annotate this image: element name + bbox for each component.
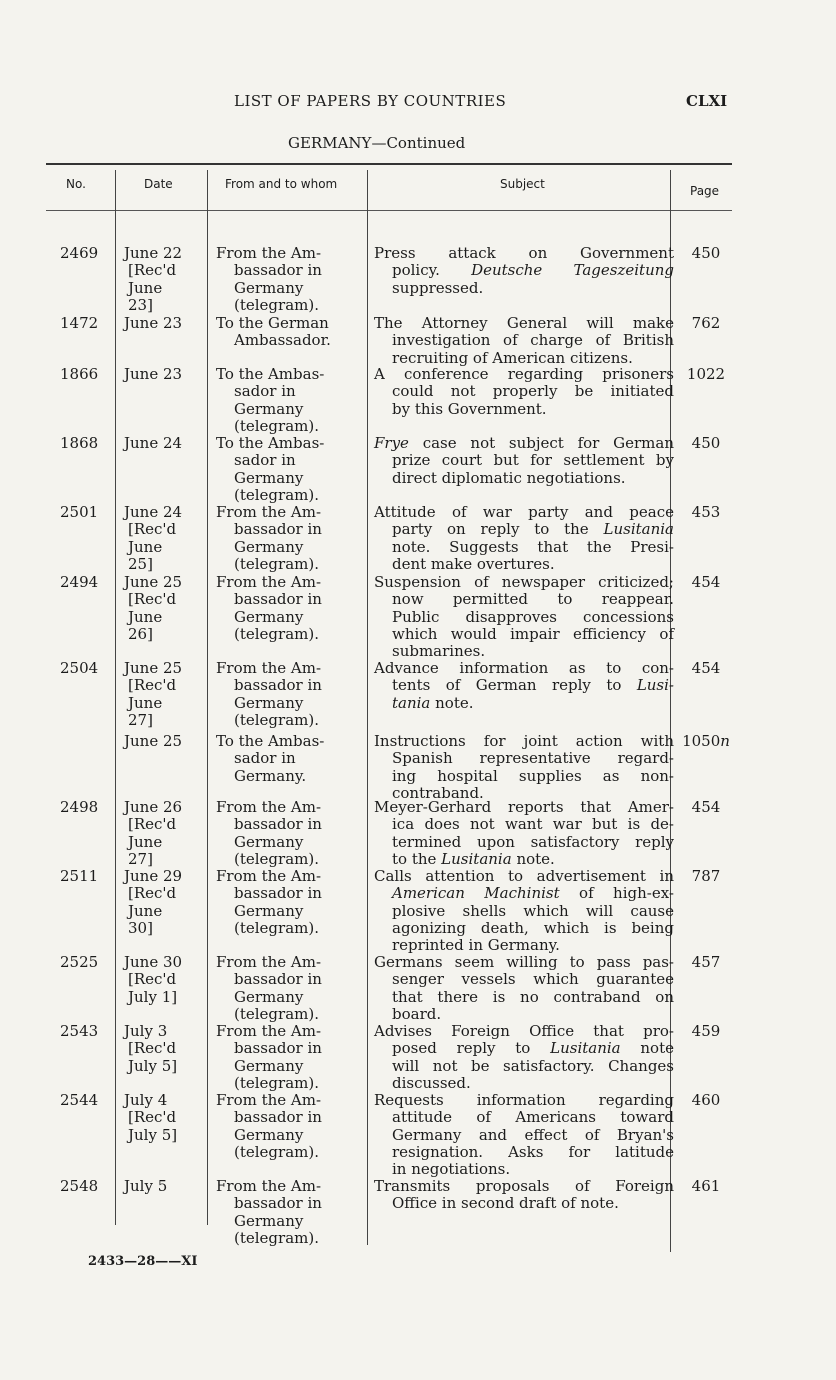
- from-line: From the Am-: [216, 659, 322, 677]
- date-line: June: [128, 832, 163, 851]
- from-line: (telegram).: [234, 295, 319, 314]
- page-reference: 454: [691, 798, 721, 816]
- from-line: From the Am-: [216, 1177, 322, 1195]
- date-line: June 25: [124, 659, 183, 677]
- paper-from-to: [216, 245, 366, 314]
- subject-line: by this Government.: [392, 399, 547, 418]
- from-line: From the Am-: [216, 244, 322, 262]
- subject-line: that there is no contraband on: [392, 987, 674, 1006]
- date-line: July 3: [124, 1022, 168, 1040]
- date-line: 26]: [128, 624, 153, 643]
- from-line: bassador in: [234, 884, 322, 903]
- subject-line: Attitude of war party and peace: [374, 503, 674, 521]
- date-line: June 22: [124, 244, 183, 262]
- from-line: Germany: [234, 1056, 304, 1075]
- from-line: Germany: [234, 278, 304, 297]
- paper-subject: [374, 868, 674, 954]
- paper-number: 2525: [60, 953, 99, 971]
- paper-number: 2544: [60, 1091, 99, 1109]
- from-line: Germany: [234, 1125, 304, 1144]
- subject-line: American Machinist of high-ex-: [392, 884, 674, 903]
- column-header-subject: Subject: [500, 177, 545, 191]
- subject-line: senger vessels which guarantee: [392, 970, 674, 989]
- date-line: 23]: [128, 295, 153, 314]
- subject-line: Calls attention to advertisement in: [374, 867, 674, 885]
- date-line: [Rec'd: [128, 1108, 177, 1127]
- paper-from-to: [216, 574, 366, 643]
- subject-line: will not be satisfactory. Changes: [392, 1056, 674, 1075]
- page-number: CLXI: [686, 92, 728, 110]
- date-line: June 25: [124, 732, 183, 750]
- date-line: July 5: [124, 1177, 168, 1195]
- date-line: [Rec'd: [128, 970, 177, 989]
- paper-date: [124, 799, 208, 868]
- date-line: 25]: [128, 554, 153, 573]
- date-line: 27]: [128, 849, 153, 868]
- paper-from-to: [216, 954, 366, 1023]
- page-reference: 450: [691, 244, 721, 262]
- from-line: (telegram).: [234, 1004, 319, 1023]
- paper-date: [124, 574, 208, 643]
- subject-line: ica does not want war but is de-: [392, 815, 674, 834]
- paper-number: 2469: [60, 244, 99, 262]
- from-line: Germany.: [234, 766, 307, 785]
- date-line: 30]: [128, 918, 153, 937]
- paper-from-to: [216, 315, 366, 350]
- page-reference: 457: [691, 953, 721, 971]
- subject-line: note. Suggests that the Presi-: [392, 537, 674, 556]
- page-reference: 460: [691, 1091, 721, 1109]
- from-line: From the Am-: [216, 1091, 322, 1109]
- page-reference: 450: [691, 434, 721, 452]
- paper-number: 2498: [60, 798, 99, 816]
- paper-date: [124, 1178, 208, 1195]
- subject-line: contraband.: [392, 783, 484, 802]
- date-line: June 23: [124, 365, 183, 383]
- paper-date: [124, 733, 208, 750]
- subject-line: suppressed.: [392, 278, 484, 297]
- paper-date: [124, 1023, 208, 1075]
- paper-subject: [374, 1178, 674, 1213]
- subject-line: Requests information regarding: [374, 1091, 674, 1109]
- date-line: June 24: [124, 503, 183, 521]
- paper-number: 2548: [60, 1177, 99, 1195]
- page-reference: 762: [691, 314, 721, 332]
- from-line: (telegram).: [234, 554, 319, 573]
- paper-subject: [374, 660, 674, 712]
- subject-line: resignation. Asks for latitude: [392, 1142, 674, 1161]
- date-line: June: [128, 693, 163, 712]
- from-line: bassador in: [234, 1108, 322, 1127]
- paper-from-to: [216, 868, 366, 937]
- subject-line: Press attack on Government: [374, 244, 674, 262]
- date-line: July 5]: [128, 1056, 178, 1075]
- from-line: Germany: [234, 399, 304, 418]
- date-line: July 4: [124, 1091, 168, 1109]
- paper-subject: [374, 315, 674, 367]
- subject-line: Advance information as to con-: [374, 659, 674, 677]
- page-reference: 454: [691, 573, 721, 591]
- from-line: bassador in: [234, 261, 322, 280]
- page-reference: 459: [691, 1022, 721, 1040]
- subject-line: recruiting of American citizens.: [392, 348, 633, 367]
- date-line: [Rec'd: [128, 815, 177, 834]
- date-line: [Rec'd: [128, 676, 177, 695]
- column-divider: [367, 170, 368, 1245]
- subject-line: now permitted to reappear.: [392, 590, 674, 609]
- subject-line: tania note.: [392, 693, 474, 712]
- subject-line: Germany and effect of Bryan's: [392, 1125, 674, 1144]
- date-line: [Rec'd: [128, 590, 177, 609]
- from-line: Germany: [234, 987, 304, 1006]
- paper-subject: [374, 504, 674, 573]
- from-line: (telegram).: [234, 710, 319, 729]
- paper-from-to: [216, 1023, 366, 1092]
- running-title: LIST OF PAPERS BY COUNTRIES: [234, 92, 507, 110]
- from-line: bassador in: [234, 1039, 322, 1058]
- subject-line: dent make overtures.: [392, 554, 555, 573]
- from-line: (telegram).: [234, 1142, 319, 1161]
- from-line: (telegram).: [234, 624, 319, 643]
- subject-line: attitude of Americans toward: [392, 1108, 674, 1127]
- paper-from-to: [216, 366, 366, 435]
- from-line: bassador in: [234, 590, 322, 609]
- subject-line: submarines.: [392, 642, 486, 661]
- paper-subject: [374, 366, 674, 418]
- from-line: Germany: [234, 607, 304, 626]
- subject-line: investigation of charge of British: [392, 331, 674, 350]
- paper-from-to: [216, 1092, 366, 1161]
- subject-line: party on reply to the Lusitania: [392, 520, 674, 539]
- page-reference: 453: [691, 503, 721, 521]
- subject-line: to the Lusitania note.: [392, 849, 555, 868]
- column-header-from: From and to whom: [225, 177, 338, 191]
- from-line: sador in: [234, 749, 296, 768]
- subject-line: Instructions for joint action with: [374, 732, 674, 750]
- from-line: From the Am-: [216, 867, 322, 885]
- date-line: [Rec'd: [128, 520, 177, 539]
- paper-from-to: [216, 435, 366, 504]
- subject-line: Suspension of newspaper criticized;: [374, 573, 674, 591]
- paper-from-to: [216, 504, 366, 573]
- date-line: June 30: [124, 953, 183, 971]
- from-line: bassador in: [234, 970, 322, 989]
- paper-number: 2504: [60, 659, 99, 677]
- table-header-rule: [46, 210, 732, 211]
- from-line: From the Am-: [216, 953, 322, 971]
- page-reference: 787: [691, 867, 721, 885]
- from-line: Germany: [234, 537, 304, 556]
- subject-line: Transmits proposals of Foreign: [374, 1177, 674, 1195]
- subject-line: agonizing death, which is being: [392, 918, 674, 937]
- subject-line: Germans seem willing to pass pas-: [374, 953, 674, 971]
- paper-number: 2511: [60, 867, 99, 885]
- paper-date: [124, 435, 208, 452]
- paper-subject: [374, 733, 674, 802]
- from-line: Germany: [234, 693, 304, 712]
- page-reference: 1050n: [682, 732, 730, 750]
- paper-from-to: [216, 733, 366, 785]
- date-line: [Rec'd: [128, 1039, 177, 1058]
- date-line: June 23: [124, 314, 183, 332]
- paper-subject: [374, 435, 674, 487]
- column-header-page: Page: [690, 184, 720, 198]
- from-line: (telegram).: [234, 918, 319, 937]
- subject-line: posed reply to Lusitania note: [392, 1039, 674, 1058]
- column-header-no: No.: [66, 177, 86, 191]
- date-line: June: [128, 901, 163, 920]
- paper-from-to: [216, 660, 366, 729]
- subject-line: Public disapproves concessions: [392, 607, 674, 626]
- paper-number: 1868: [60, 434, 99, 452]
- from-line: From the Am-: [216, 1022, 322, 1040]
- from-line: To the Ambas-: [216, 434, 325, 452]
- subject-line: Spanish representative regard-: [392, 749, 674, 768]
- column-header-date: Date: [144, 177, 173, 191]
- paper-subject: [374, 954, 674, 1023]
- from-line: To the Ambas-: [216, 732, 325, 750]
- from-line: (telegram).: [234, 416, 319, 435]
- paper-number: 2494: [60, 573, 99, 591]
- date-line: July 5]: [128, 1125, 178, 1144]
- from-line: sador in: [234, 451, 296, 470]
- paper-subject: [374, 245, 674, 297]
- paper-date: [124, 245, 208, 314]
- paper-date: [124, 1092, 208, 1144]
- paper-subject: [374, 1092, 674, 1178]
- page-reference: 461: [691, 1177, 721, 1195]
- paper-subject: [374, 799, 674, 868]
- page-reference: 1022: [686, 365, 726, 383]
- paper-date: [124, 954, 208, 1006]
- from-line: sador in: [234, 382, 296, 401]
- paper-number: 1472: [60, 314, 99, 332]
- date-line: June 26: [124, 798, 183, 816]
- from-line: From the Am-: [216, 573, 322, 591]
- subject-line: direct diplomatic negotiations.: [392, 468, 626, 487]
- subject-line: plosive shells which will cause: [392, 901, 674, 920]
- date-line: June: [128, 607, 163, 626]
- date-line: June: [128, 278, 163, 297]
- subject-line: discussed.: [392, 1073, 471, 1092]
- from-line: Germany: [234, 468, 304, 487]
- from-line: Germany: [234, 1211, 304, 1230]
- from-line: From the Am-: [216, 798, 322, 816]
- paper-date: [124, 366, 208, 383]
- from-line: (telegram).: [234, 1073, 319, 1092]
- subject-line: reprinted in Germany.: [392, 936, 560, 955]
- from-line: To the German: [216, 314, 329, 332]
- paper-from-to: [216, 1178, 366, 1247]
- from-line: bassador in: [234, 676, 322, 695]
- subject-line: in negotiations.: [392, 1160, 511, 1179]
- from-line: Germany: [234, 832, 304, 851]
- subject-line: policy. Deutsche Tageszeitung: [392, 261, 674, 280]
- subject-line: Meyer-Gerhard reports that Amer-: [374, 798, 674, 816]
- page-reference: 454: [691, 659, 721, 677]
- subject-line: Advises Foreign Office that pro-: [374, 1022, 674, 1040]
- paper-date: [124, 315, 208, 332]
- from-line: (telegram).: [234, 849, 319, 868]
- date-line: 27]: [128, 710, 153, 729]
- subject-line: tents of German reply to Lusi-: [392, 676, 674, 695]
- paper-from-to: [216, 799, 366, 868]
- subject-line: which would impair efficiency of: [392, 624, 674, 643]
- from-line: Germany: [234, 901, 304, 920]
- subject-line: termined upon satisfactory reply: [392, 832, 674, 851]
- paper-subject: [374, 574, 674, 660]
- from-line: bassador in: [234, 1194, 322, 1213]
- subject-line: ing hospital supplies as non-: [392, 766, 674, 785]
- subject-line: prize court but for settlement by: [392, 451, 674, 470]
- subject-line: A conference regarding prisoners: [374, 365, 674, 383]
- paper-date: [124, 868, 208, 937]
- from-line: (telegram).: [234, 485, 319, 504]
- paper-date: [124, 660, 208, 729]
- from-line: From the Am-: [216, 503, 322, 521]
- column-divider: [115, 170, 116, 1225]
- printer-signature: 2433—28——XI: [88, 1254, 198, 1269]
- from-line: Ambassador.: [234, 331, 331, 350]
- subject-line: Frye case not subject for German: [374, 434, 674, 452]
- date-line: July 1]: [128, 987, 178, 1006]
- subject-line: board.: [392, 1004, 442, 1023]
- paper-number: 2501: [60, 503, 99, 521]
- paper-number: 2543: [60, 1022, 99, 1040]
- date-line: June 24: [124, 434, 183, 452]
- paper-subject: [374, 1023, 674, 1092]
- date-line: [Rec'd: [128, 884, 177, 903]
- subject-line: The Attorney General will make: [374, 314, 674, 332]
- paper-date: [124, 504, 208, 573]
- subject-line: Office in second draft of note.: [392, 1194, 619, 1213]
- from-line: bassador in: [234, 520, 322, 539]
- from-line: (telegram).: [234, 1228, 319, 1247]
- from-line: bassador in: [234, 815, 322, 834]
- date-line: June: [128, 537, 163, 556]
- paper-number: 1866: [60, 365, 99, 383]
- subject-line: could not properly be initiated: [392, 382, 674, 401]
- section-title: GERMANY—Continued: [288, 134, 466, 152]
- date-line: June 29: [124, 867, 183, 885]
- date-line: June 25: [124, 573, 183, 591]
- table-top-rule: [46, 163, 732, 165]
- date-line: [Rec'd: [128, 261, 177, 280]
- from-line: To the Ambas-: [216, 365, 325, 383]
